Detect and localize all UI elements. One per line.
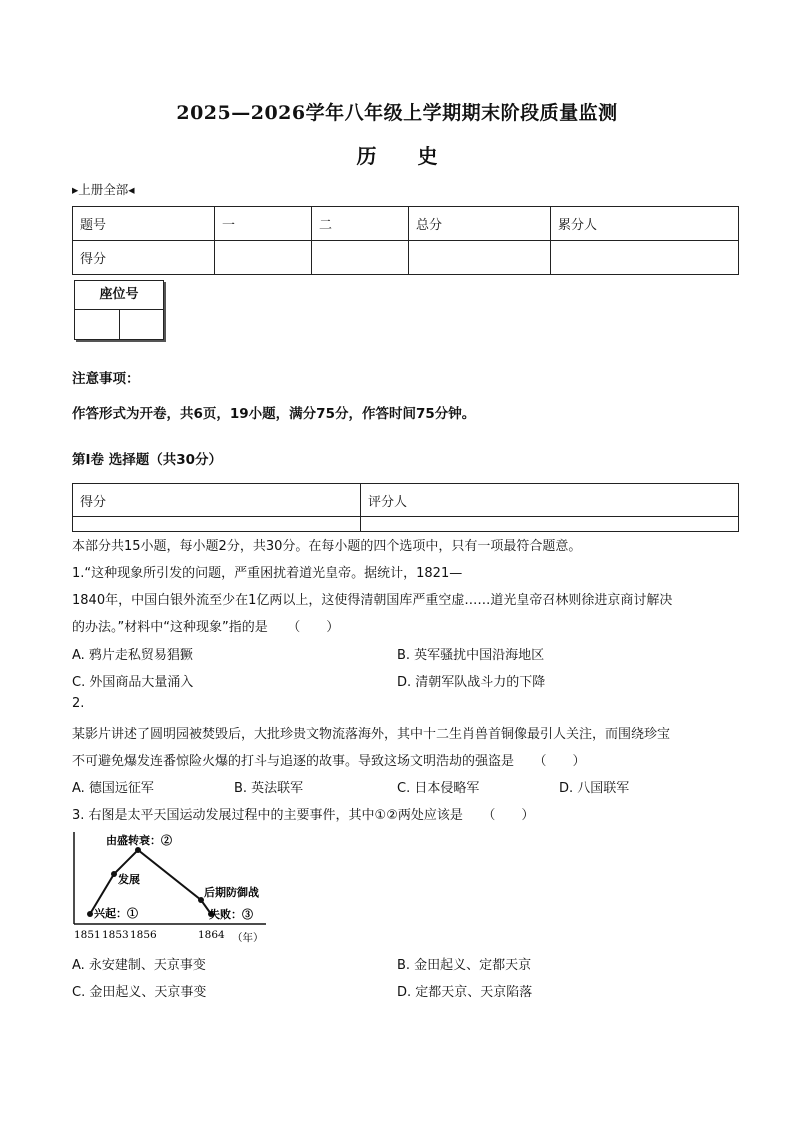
q2-option-b[interactable]: B. 英法联军 — [234, 781, 304, 796]
chart-x-tick: 1853 — [102, 929, 129, 941]
chart-x-unit: （年） — [232, 932, 264, 944]
q2-stem-line: 某影片讲述了圆明园被焚毁后，大批珍贵文物流落海外，其中十二生肖兽首铜像最引人关注，而围绕珍宝 — [72, 727, 671, 742]
chart-point — [111, 871, 117, 877]
grade-cell: 评分人 — [361, 484, 739, 517]
q1-option-a[interactable]: A. 鸦片走私贸易猖獗 — [72, 648, 193, 663]
q2-stem-line: 不可避免爆发连番惊险火爆的打斗与追逐的故事。导致这场文明浩劫的强盗是 （ ） — [72, 754, 586, 769]
chart-label-peak: 由盛转衰：② — [106, 834, 172, 847]
chart-x-tick: 1856 — [130, 929, 157, 941]
exam-scope: ▸上册全部◂ — [72, 182, 135, 197]
subject-char-1: 历 — [356, 144, 377, 168]
notice-heading: 注意事项： — [72, 371, 140, 387]
score-cell: 得分 — [73, 241, 215, 275]
q3-stem: 3. 右图是太平天国运动发展过程中的主要事件，其中①②两处应该是 （ ） — [72, 808, 535, 823]
q1-stem-line: 1.“这种现象所引发的问题，严重困扰着道光皇帝。据统计，1821— — [72, 566, 463, 581]
exam-title: 2025—2026学年八年级上学期期末阶段质量监测 — [176, 102, 618, 124]
section-title: 第Ⅰ卷 选择题（共30分） — [72, 452, 223, 468]
q2-option-d[interactable]: D. 八国联军 — [559, 781, 630, 796]
q1-option-d[interactable]: D. 清朝军队战斗力的下降 — [397, 675, 546, 690]
grade-input-cell[interactable] — [361, 517, 739, 532]
chart-label-develop: 发展 — [118, 873, 140, 886]
q1-option-c[interactable]: C. 外国商品大量涌入 — [72, 675, 194, 690]
section-instruction: 本部分共15小题，每小题2分，共30分。在每小题的四个选项中，只有一项最符合题意。 — [72, 539, 582, 554]
taiping-timeline-chart — [68, 828, 278, 948]
score-input-cell[interactable] — [551, 241, 739, 275]
chart-label-fail: 失败：③ — [209, 908, 253, 921]
q2-option-a[interactable]: A. 德国远征军 — [72, 781, 154, 796]
score-input-cell[interactable] — [215, 241, 312, 275]
q1-option-b[interactable]: B. 英军骚扰中国沿海地区 — [397, 648, 545, 663]
q1-stem-line: 的办法。”材料中“这种现象”指的是 （ ） — [72, 620, 340, 635]
score-cell: 累分人 — [551, 207, 739, 241]
score-cell: 总分 — [409, 207, 551, 241]
q3-option-d[interactable]: D. 定都天京、天京陷落 — [397, 985, 533, 1000]
score-cell: 一 — [215, 207, 312, 241]
score-cell: 题号 — [73, 207, 215, 241]
notice-text: 作答形式为开卷，共6页，19小题，满分75分，作答时间75分钟。 — [72, 406, 476, 422]
score-input-cell[interactable] — [409, 241, 551, 275]
q3-option-a[interactable]: A. 永安建制、天京事变 — [72, 958, 206, 973]
seat-number-box — [74, 280, 164, 340]
chart-label-rise: 兴起：① — [94, 907, 138, 920]
q2-number: 2. — [72, 696, 85, 711]
score-cell: 二 — [312, 207, 409, 241]
grade-cell: 得分 — [73, 484, 361, 517]
q3-option-c[interactable]: C. 金田起义、天京事变 — [72, 985, 207, 1000]
chart-label-defense: 后期防御战 — [204, 886, 259, 899]
chart-x-tick: 1851 — [74, 929, 101, 941]
q1-stem-line: 1840年，中国白银外流至少在1亿两以上，这使得清朝国库严重空虚……道光皇帝召林则徐进京商讨解决 — [72, 593, 673, 608]
q2-option-c[interactable]: C. 日本侵略军 — [397, 781, 480, 796]
grade-table — [72, 483, 739, 532]
seat-number-cell[interactable] — [120, 310, 164, 339]
score-table — [72, 206, 739, 275]
chart-x-tick: 1864 — [198, 929, 225, 941]
seat-number-label: 座位号 — [75, 281, 163, 310]
chart-point — [87, 911, 93, 917]
score-input-cell[interactable] — [312, 241, 409, 275]
q3-option-b[interactable]: B. 金田起义、定都天京 — [397, 958, 532, 973]
chart-trend-line — [90, 850, 211, 914]
chart-point — [135, 847, 141, 853]
seat-number-cell[interactable] — [75, 310, 120, 339]
subject-char-2: 史 — [417, 144, 438, 168]
score-table-score-row — [73, 241, 739, 275]
subject-heading — [0, 140, 794, 169]
grade-input-cell[interactable] — [73, 517, 361, 532]
score-table-header-row — [73, 207, 739, 241]
